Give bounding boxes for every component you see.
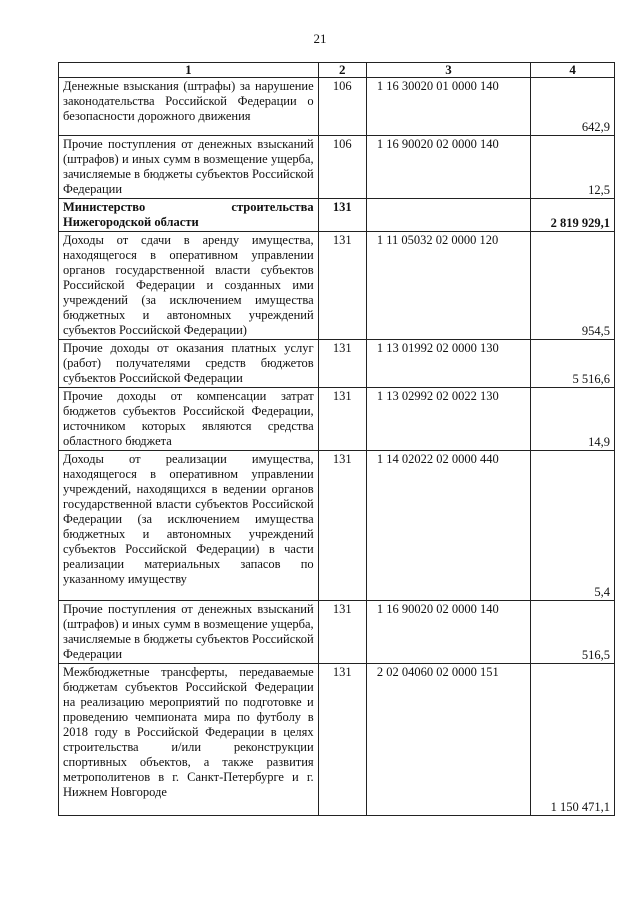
row-amount: 2 819 929,1 [531,199,615,232]
row-description: Прочие доходы от оказания платных услуг (работ) получателями средств бюджетов субъектов Российской Федерации [59,340,319,388]
table-row [59,388,615,451]
header-col-3: 3 [366,63,530,78]
table-header-row [59,63,615,78]
table-row [59,78,615,136]
row-amount: 5,4 [531,451,615,601]
row-description: Денежные взыскания (штрафы) за нарушение законодательства Российской Федерации о безопасности дорожного движения [59,78,319,136]
row-description: Доходы от сдачи в аренду имущества, находящегося в оперативном управлении органов государственной власти субъектов Российской Федерации и созданных ими учреждений (за исключением имущества бюджетных и автономных учреждений субъектов Российской Федерации) [59,232,319,340]
row-description: Доходы от реализации имущества, находящегося в оперативном управлении учреждений, находящихся в ведении органов государственной власти субъектов Российской Федерации (за исключением имущества бюджетных и автономных учреждений субъектов Российской Федерации) в части реализации материальных запасов по указанному имуществу [59,451,319,601]
row-description: Прочие поступления от денежных взысканий (штрафов) и иных сумм в возмещение ущерба, зачисляемые в бюджеты субъектов Российской Федерации [59,136,319,199]
row-admin-code: 131 [318,664,366,816]
table-body [59,78,615,816]
table-row [59,136,615,199]
header-col-1: 1 [59,63,319,78]
header-col-2: 2 [318,63,366,78]
row-amount: 516,5 [531,601,615,664]
row-admin-code: 106 [318,136,366,199]
header-col-4: 4 [531,63,615,78]
row-admin-code: 131 [318,601,366,664]
row-description: Межбюджетные трансферты, передаваемые бюджетам субъектов Российской Федерации на реализацию мероприятий по подготовке и проведению чемпионата мира по футболу в 2018 году в Российской Федерации в целях строительства и/или реконструкции спортивных объектов, а также развития метрополитенов в г. Санкт-Петербурге и г. Нижнем Новгороде [59,664,319,816]
row-budget-code: 1 11 05032 02 0000 120 [366,232,530,340]
row-admin-code: 106 [318,78,366,136]
row-budget-code: 2 02 04060 02 0000 151 [366,664,530,816]
table-row [59,451,615,601]
row-amount: 1 150 471,1 [531,664,615,816]
table-row [59,232,615,340]
row-admin-code: 131 [318,232,366,340]
row-admin-code: 131 [318,451,366,601]
row-budget-code: 1 13 01992 02 0000 130 [366,340,530,388]
table-row [59,340,615,388]
table-row-section [59,199,615,232]
table-row [59,601,615,664]
row-budget-code: 1 16 30020 01 0000 140 [366,78,530,136]
table-row [59,664,615,816]
row-budget-code: 1 14 02022 02 0000 440 [366,451,530,601]
row-admin-code: 131 [318,388,366,451]
row-admin-code: 131 [318,199,366,232]
row-budget-code: 1 13 02992 02 0022 130 [366,388,530,451]
page-number: 21 [313,31,327,46]
row-description: Прочие поступления от денежных взысканий (штрафов) и иных сумм в возмещение ущерба, зачисляемые в бюджеты субъектов Российской Федерации [59,601,319,664]
revenue-table [58,62,615,816]
row-admin-code: 131 [318,340,366,388]
row-amount: 954,5 [531,232,615,340]
row-amount: 14,9 [531,388,615,451]
row-budget-code: 1 16 90020 02 0000 140 [366,601,530,664]
row-budget-code: 1 16 90020 02 0000 140 [366,136,530,199]
row-amount: 5 516,6 [531,340,615,388]
row-budget-code [366,199,530,232]
row-description: Прочие доходы от компенсации затрат бюджетов субъектов Российской Федерации, источником которых являются средства областного бюджета [59,388,319,451]
row-amount: 642,9 [531,78,615,136]
row-description: Министерство строительства Нижегородской области [59,199,319,232]
row-amount: 12,5 [531,136,615,199]
